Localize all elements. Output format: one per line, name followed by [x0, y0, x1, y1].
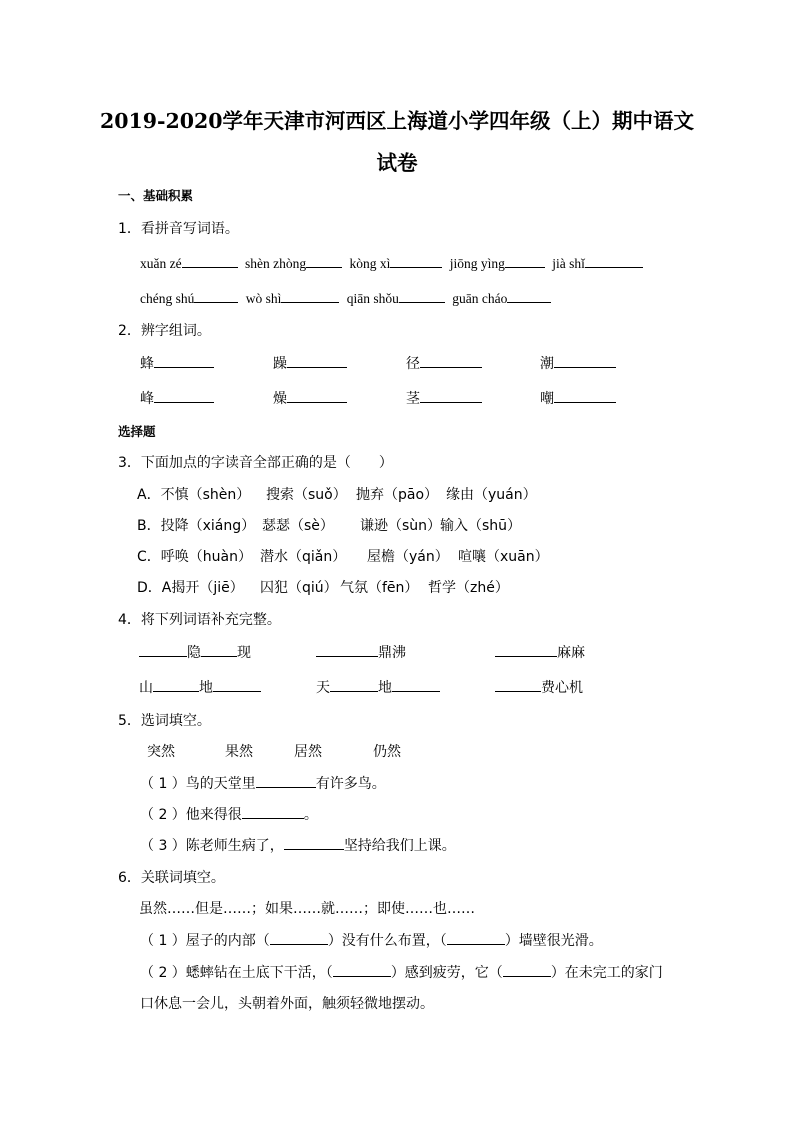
option-c-item: 喧嚷（xuān） — [458, 549, 549, 565]
question-5-stem: 5．选词填空。 — [118, 713, 211, 729]
answer-blank[interactable] — [554, 353, 616, 368]
pinyin-item: kòng xì — [349, 256, 391, 271]
word-choice: 突然 — [147, 744, 175, 760]
option-b-item[interactable]: B．投降（xiáng） — [137, 518, 256, 534]
answer-blank[interactable] — [256, 773, 316, 788]
pinyin-item: jiōng yìng — [449, 256, 505, 271]
question-1-stem: 1．看拼音写词语。 — [118, 221, 239, 237]
pinyin-item: shèn zhòng — [244, 256, 307, 271]
answer-blank[interactable] — [201, 642, 237, 657]
conjunction-sentence-1: （ 1 ）屋子的内部（ ）没有什么布置，（ ）墙壁很光滑。 — [140, 930, 603, 950]
fill-sentence-2: （ 2 ）他来得很 。 — [140, 804, 318, 824]
option-d-item[interactable]: D．A揭开（jiē） — [137, 580, 244, 596]
option-a-item: 抛弃（pāo） — [356, 487, 439, 503]
question-3-stem: 3．下面加点的字读音全部正确的是（ ） — [118, 455, 393, 471]
answer-blank[interactable] — [392, 677, 440, 692]
char-group-item: 躁 — [273, 353, 347, 373]
pinyin-row-2 — [140, 288, 551, 307]
option-b-item: 谦逊（sùn） — [360, 518, 442, 534]
conjunction-list: 虽然……但是……；如果……就……；即使……也…… — [139, 901, 475, 917]
answer-blank[interactable] — [554, 388, 616, 403]
word-choice: 仍然 — [373, 744, 401, 760]
answer-blank[interactable] — [287, 388, 347, 403]
answer-blank[interactable] — [213, 677, 261, 692]
answer-blank[interactable] — [503, 962, 551, 977]
answer-blank[interactable] — [284, 835, 344, 850]
answer-blank[interactable] — [447, 930, 505, 945]
idiom-blank-item: 天 地 — [316, 677, 440, 697]
answer-blank[interactable] — [270, 930, 328, 945]
pinyin-item: guān cháo — [452, 291, 508, 306]
pinyin-item: wò shì — [245, 291, 282, 306]
word-choice: 果然 — [225, 744, 253, 760]
answer-blank[interactable] — [495, 642, 557, 657]
fill-sentence-3: （ 3 ）陈老师生病了， 坚持给我们上课。 — [140, 835, 456, 855]
option-c-item: 潜水（qiǎn） — [260, 549, 347, 565]
char-group-item: 蜂 — [140, 353, 214, 373]
pinyin-item: jià shǐ — [552, 256, 585, 271]
answer-blank[interactable] — [505, 253, 545, 268]
fill-sentence-1: （ 1 ）鸟的天堂里 有许多鸟。 — [140, 773, 386, 793]
char-group-item: 径 — [406, 353, 482, 373]
answer-blank[interactable] — [420, 353, 482, 368]
answer-blank[interactable] — [316, 642, 378, 657]
char-group-item: 茎 — [406, 388, 482, 408]
option-c-item: 屋檐（yán） — [367, 549, 449, 565]
answer-blank[interactable] — [306, 253, 342, 268]
answer-blank[interactable] — [242, 804, 304, 819]
answer-blank[interactable] — [333, 962, 391, 977]
char-group-item: 潮 — [540, 353, 616, 373]
answer-blank[interactable] — [495, 677, 541, 692]
option-b-item: 瑟瑟（sè） — [262, 518, 334, 534]
pinyin-item: chéng shú — [140, 291, 195, 306]
exam-title-line2: 试卷 — [376, 151, 418, 175]
question-2-stem: 2．辨字组词。 — [118, 323, 211, 339]
pinyin-item: xuǎn zé — [140, 256, 182, 271]
answer-blank[interactable] — [154, 353, 214, 368]
answer-blank[interactable] — [281, 288, 339, 303]
option-d-item: 囚犯（qiú） — [260, 580, 338, 596]
question-6-stem: 6．关联词填空。 — [118, 870, 225, 886]
answer-blank[interactable] — [330, 677, 378, 692]
idiom-blank-item: 鼎沸 — [316, 642, 406, 662]
option-d-item: 气氛（fēn） — [340, 580, 419, 596]
answer-blank[interactable] — [585, 253, 643, 268]
answer-blank[interactable] — [390, 253, 442, 268]
section-heading-basics: 一、基础积累 — [118, 188, 194, 203]
pinyin-item: qiān shǒu — [346, 291, 399, 306]
char-group-item: 峰 — [140, 388, 214, 408]
char-group-item: 嘲 — [540, 388, 616, 408]
option-b-item: 输入（shū） — [440, 518, 522, 534]
pinyin-row-1 — [140, 253, 643, 272]
answer-blank[interactable] — [139, 642, 187, 657]
answer-blank[interactable] — [287, 353, 347, 368]
answer-blank[interactable] — [420, 388, 482, 403]
idiom-blank-item: 费心机 — [495, 677, 583, 697]
answer-blank[interactable] — [399, 288, 445, 303]
question-4-stem: 4．将下列词语补充完整。 — [118, 612, 281, 628]
answer-blank[interactable] — [507, 288, 551, 303]
answer-blank[interactable] — [182, 253, 238, 268]
section-heading-choice: 选择题 — [118, 424, 156, 439]
option-a-item: 搜索（suǒ） — [266, 487, 347, 503]
answer-blank[interactable] — [154, 388, 214, 403]
word-choice: 居然 — [294, 744, 322, 760]
answer-blank[interactable] — [194, 288, 238, 303]
conjunction-sentence-2-cont: 口休息一会儿，头朝着外面，触须轻微地摆动。 — [140, 996, 434, 1012]
answer-blank[interactable] — [153, 677, 199, 692]
char-group-item: 燥 — [273, 388, 347, 408]
idiom-blank-item: 山 地 — [139, 677, 261, 697]
option-c-item[interactable]: C．呼唤（huàn） — [137, 549, 252, 565]
idiom-blank-item: 隐 现 — [139, 642, 251, 662]
conjunction-sentence-2: （ 2 ）蟋蟀钻在土底下干活，（ ）感到疲劳，它（ ）在未完工的家门 — [140, 962, 663, 982]
option-a-item[interactable]: A．不慎（shèn） — [137, 487, 251, 503]
option-d-item: 哲学（zhé） — [428, 580, 509, 596]
idiom-blank-item: 麻麻 — [495, 642, 585, 662]
exam-title-line1: 2019-2020学年天津市河西区上海道小学四年级（上）期中语文 — [99, 109, 695, 133]
option-a-item: 缘由（yuán） — [446, 487, 537, 503]
